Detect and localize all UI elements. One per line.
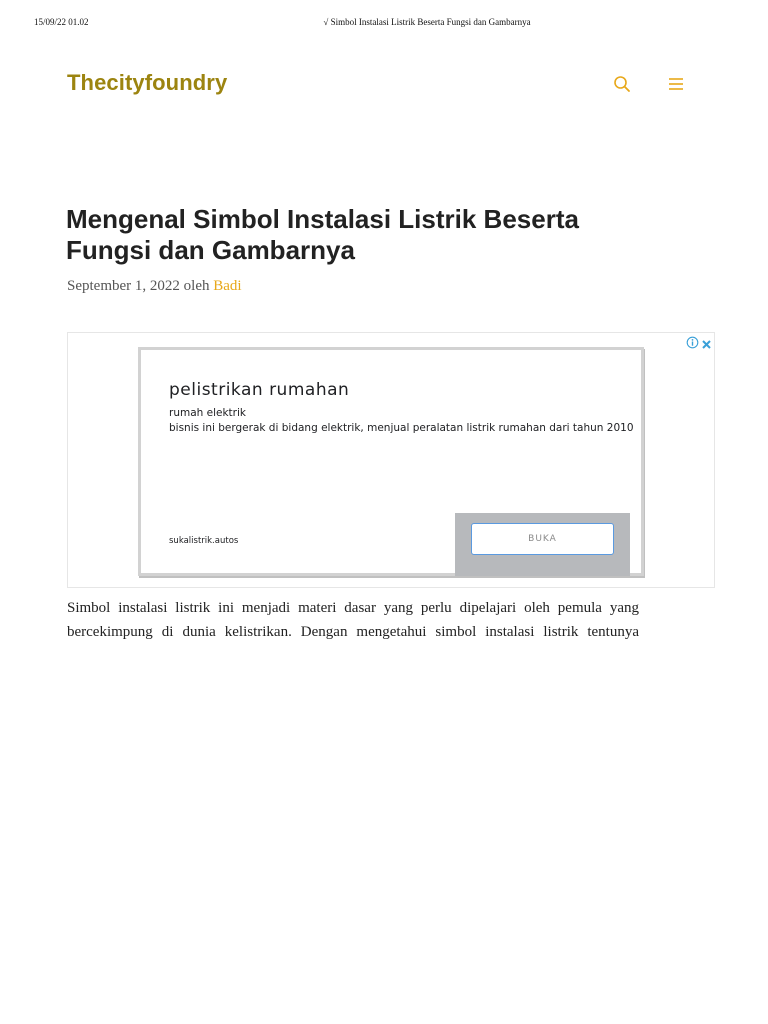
- article-body: [67, 596, 639, 644]
- body-line-1: Simbol instalasi listrik ini menjadi materi dasar yang perlu dipelajari oleh pemula yang: [67, 600, 639, 616]
- ad-open-button[interactable]: BUKA: [471, 523, 614, 555]
- body-line-2: bercekimpung di dunia kelistrikan. Dengan mengetahui simbol instalasi listrik tentunya: [67, 624, 639, 640]
- ad-cta-area: [455, 513, 630, 576]
- ad-badges: [686, 335, 712, 349]
- by-label: oleh: [183, 278, 210, 294]
- site-title-link[interactable]: Thecityfoundry: [67, 70, 228, 95]
- hamburger-menu-icon[interactable]: [666, 74, 686, 94]
- article-meta: [67, 278, 242, 295]
- search-icon[interactable]: [612, 74, 632, 94]
- article-date: September 1, 2022: [67, 278, 180, 294]
- site-header: [0, 64, 768, 104]
- ad-card[interactable]: [138, 347, 644, 576]
- ad-close-icon[interactable]: [701, 337, 712, 348]
- ad-description: bisnis ini bergerak di bidang elektrik, menjual peralatan listrik rumahan dari tahun 2010: [169, 422, 634, 434]
- print-header: [0, 17, 768, 31]
- print-date: 15/09/22 01.02: [34, 17, 89, 27]
- article-title: Mengenal Simbol Instalasi Listrik Beserta Fungsi dan Gambarnya: [66, 204, 579, 265]
- ad-frame: [67, 332, 715, 588]
- print-page-title: √ Simbol Instalasi Listrik Beserta Fungsi dan Gambarnya: [323, 17, 531, 27]
- author-link[interactable]: Badi: [213, 278, 242, 294]
- ad-headline[interactable]: pelistrikan rumahan: [169, 380, 350, 400]
- ad-info-icon[interactable]: [686, 336, 699, 349]
- ad-subtitle: rumah elektrik: [169, 407, 246, 419]
- ad-domain[interactable]: sukalistrik.autos: [169, 536, 239, 546]
